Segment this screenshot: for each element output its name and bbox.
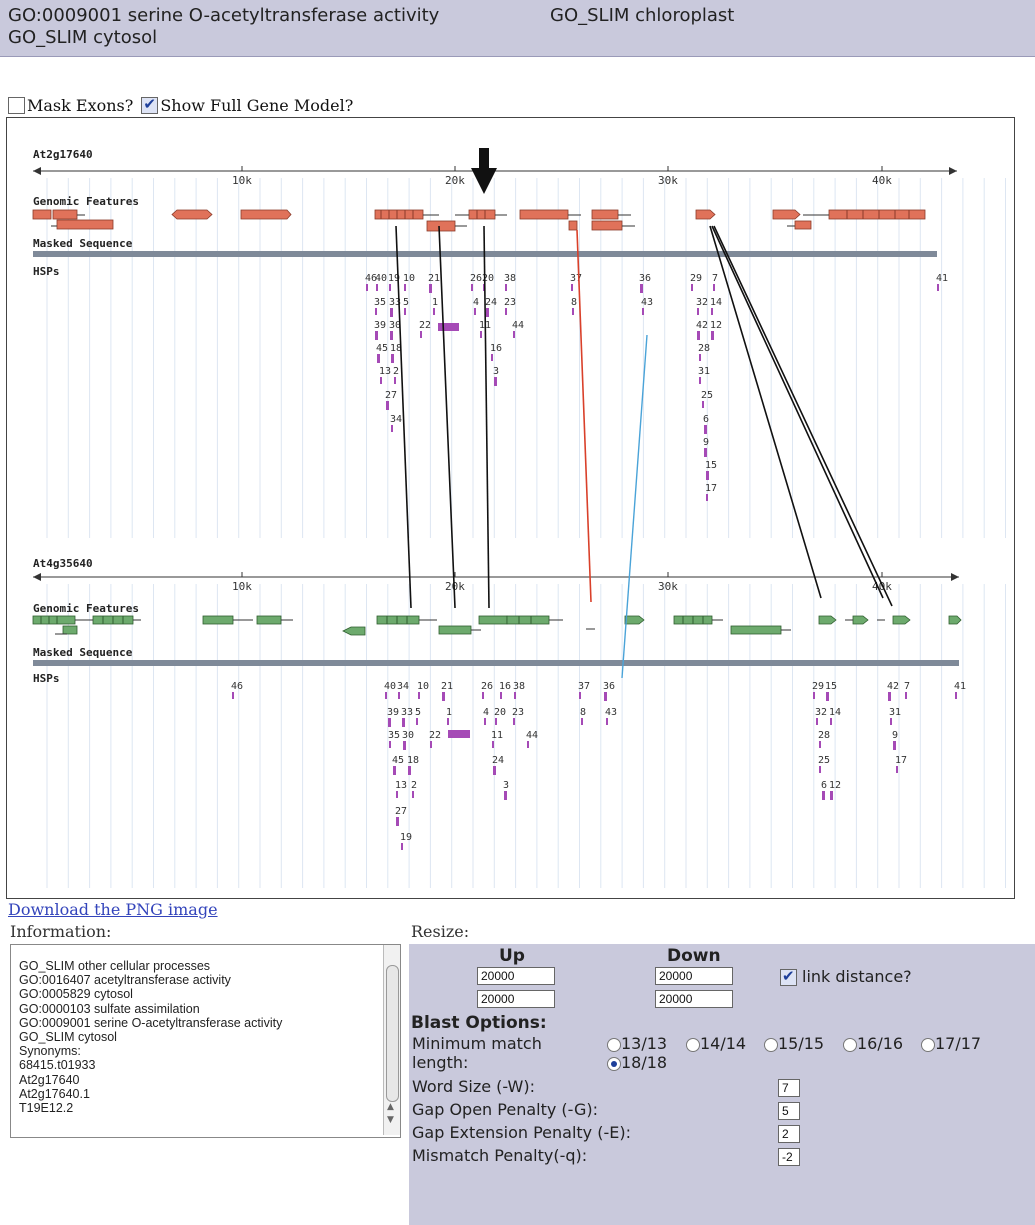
hsp-mark <box>430 741 432 748</box>
hsp-label: 21 <box>428 273 441 284</box>
top-scale-ticks <box>242 166 882 171</box>
mask-exons-checkbox[interactable] <box>8 97 25 114</box>
gap-extension-penalty-input[interactable]: 2 <box>778 1125 800 1143</box>
hsp-label: 35 <box>374 297 387 308</box>
hsp-label: 36 <box>603 681 616 692</box>
hsp-mark <box>571 284 573 291</box>
hsp-mark <box>937 284 939 291</box>
hsp-mark <box>505 308 507 315</box>
hsp-label: 33 <box>401 707 414 718</box>
hsp-label: 5 <box>403 297 410 308</box>
hsp-mark <box>504 791 507 800</box>
gap-extension-penalty-label: Gap Extension Penalty (-E): <box>412 1123 631 1142</box>
information-text <box>19 959 282 1115</box>
mask-exons-label: Mask Exons? <box>27 96 134 115</box>
hsp-label: 13 <box>395 780 408 791</box>
information-line: At2g17640 <box>19 1072 80 1087</box>
hsp-mark <box>819 766 821 773</box>
hsp-mark <box>385 692 387 699</box>
hsp-mark <box>704 448 707 457</box>
hsp-label: 43 <box>641 297 654 308</box>
hsp-label: 6 <box>703 414 710 425</box>
hsp-mark <box>401 843 403 850</box>
link-distance-label: link distance? <box>802 967 912 986</box>
hsp-label: 1 <box>446 707 453 718</box>
hsp-mark <box>704 425 707 434</box>
scroll-up-arrow-icon[interactable]: ▲ <box>387 1102 394 1112</box>
hsp-label: 20 <box>482 273 495 284</box>
hsp-label: 15 <box>705 460 718 471</box>
hsp-label: 1 <box>432 297 439 308</box>
hsp-mark <box>830 791 833 800</box>
hsp-label: 42 <box>887 681 900 692</box>
hsp-mark <box>429 284 432 293</box>
hsp-mark <box>711 331 714 340</box>
bottom-genome-name: At4g35640 <box>33 557 93 570</box>
hsp-label: 39 <box>374 320 387 331</box>
up-heading: Up <box>499 946 525 966</box>
hsp-mark <box>390 331 393 340</box>
hsp-label: 18 <box>407 755 420 766</box>
display-options <box>8 96 353 115</box>
go-annotation-header <box>0 0 1035 57</box>
information-line: 68415.t01933 <box>19 1058 96 1073</box>
hsp-mark <box>572 308 574 315</box>
word-size-label: Word Size (-W): <box>412 1077 535 1096</box>
min-match-radio-16[interactable] <box>843 1038 857 1052</box>
bottom-scale-ticks <box>242 572 882 577</box>
hsp-mark <box>642 308 644 315</box>
go-term-text: GO:0009001 serine O-acetyltransferase activity <box>8 5 440 26</box>
hsp-mark <box>482 692 484 699</box>
hsp-label: 30 <box>402 730 415 741</box>
hsp-mark <box>896 766 898 773</box>
bottom-gene-features[interactable] <box>33 616 961 635</box>
hsp-label: 2 <box>393 366 400 377</box>
hsp-mark <box>826 692 829 701</box>
hsp-label: 29 <box>690 273 703 284</box>
information-line: GO:0005829 cytosol <box>19 987 133 1002</box>
hsp-mark <box>442 692 445 701</box>
hsp-mark <box>505 284 507 291</box>
synteny-viewer-canvas <box>7 118 1014 898</box>
hsp-mark <box>702 401 704 408</box>
mismatch-penalty-label: Mismatch Penalty(-q): <box>412 1146 588 1165</box>
hsp-mark <box>697 308 699 315</box>
hsp-label: 8 <box>571 297 578 308</box>
hsp-mark <box>396 791 398 798</box>
hsp-label: 17 <box>895 755 908 766</box>
hsp-label: 31 <box>698 366 711 377</box>
hsp-label: 45 <box>392 755 405 766</box>
hsp-label: 22 <box>429 730 442 741</box>
hsp-mark <box>527 741 529 748</box>
hsp-label: 28 <box>698 343 711 354</box>
top-hsp-markers <box>365 273 948 501</box>
hsp-label: 34 <box>397 681 410 692</box>
show-full-gene-model-label: Show Full Gene Model? <box>160 96 354 115</box>
hsp-label: 32 <box>696 297 709 308</box>
top-gene-features[interactable] <box>33 210 925 231</box>
information-line: GO_SLIM other cellular processes <box>19 959 211 973</box>
hsp-label: 9 <box>892 730 899 741</box>
gap-open-penalty-label: Gap Open Penalty (-G): <box>412 1100 599 1119</box>
hsp-mark <box>604 692 607 701</box>
show-full-gene-model-checkbox[interactable] <box>141 97 158 114</box>
bottom-tick-40k: 40k <box>872 580 892 593</box>
resize-up-input-2[interactable]: 20000 <box>477 990 555 1008</box>
hsp-label: 29 <box>812 681 825 692</box>
min-match-radio-14[interactable] <box>686 1038 700 1052</box>
bottom-tick-30k: 30k <box>658 580 678 593</box>
top-tick-20k: 20k <box>445 174 465 187</box>
hsp-label: 10 <box>403 273 416 284</box>
hsp-mark <box>420 331 422 338</box>
top-tick-30k: 30k <box>658 174 678 187</box>
scroll-down-arrow-icon[interactable]: ▼ <box>387 1115 394 1125</box>
min-match-option-16: 16/16 <box>857 1034 904 1053</box>
hsp-mark <box>513 718 515 725</box>
hsp-mark <box>394 377 396 384</box>
information-line: At2g17640.1 <box>19 1086 90 1101</box>
background-gridlines <box>47 178 1006 888</box>
top-masked-label: Masked Sequence <box>33 237 133 250</box>
hsp-label: 6 <box>821 780 828 791</box>
hsp-label: 18 <box>390 343 403 354</box>
resize-down-input-2[interactable]: 20000 <box>655 990 733 1008</box>
hsp-mark <box>389 741 391 748</box>
hsp-mark <box>416 718 418 725</box>
link-distance-checkbox[interactable] <box>780 969 797 986</box>
hsp-mark <box>366 284 368 291</box>
hsp-label: 34 <box>390 414 403 425</box>
hsp-mark <box>402 718 405 727</box>
hsp-mark <box>955 692 957 699</box>
synteny-connector-lines <box>396 226 892 678</box>
hsp-label: 13 <box>379 366 392 377</box>
hsp-mark <box>640 284 643 293</box>
hsp-mark <box>500 692 502 699</box>
hsp-mark <box>514 692 516 699</box>
hsp-mark <box>396 817 399 826</box>
bottom-hsp-markers <box>231 681 966 850</box>
resize-down-input-1[interactable]: 20000 <box>655 967 733 985</box>
hsp-label: 4 <box>483 707 490 718</box>
mismatch-penalty-input[interactable]: -2 <box>778 1148 800 1166</box>
hsp-mark <box>905 692 907 699</box>
hsp-mark <box>390 308 393 317</box>
hsp-label: 37 <box>570 273 583 284</box>
information-line: Synonyms: <box>19 1044 81 1059</box>
hsp-label: 46 <box>365 273 378 284</box>
hsp-label: 39 <box>387 707 400 718</box>
hsp-mark <box>404 308 406 315</box>
pointer-arrow-icon <box>471 148 497 194</box>
min-match-option-18: 18/18 <box>621 1053 668 1072</box>
top-features-label: Genomic Features <box>33 195 139 208</box>
hsp-label: 46 <box>231 681 244 692</box>
hsp-label: 11 <box>479 320 492 331</box>
hsp-mark <box>418 692 420 699</box>
hsp-mark <box>391 425 393 432</box>
hsp-mark <box>376 284 378 291</box>
hsp-label: 23 <box>504 297 517 308</box>
hsp-mark <box>711 308 713 315</box>
hsp-mark <box>606 718 608 725</box>
information-line: GO:0016407 acetyltransferase activity <box>19 973 231 988</box>
resize-blast-options-form <box>409 944 1035 1225</box>
hsp-label: 21 <box>441 681 454 692</box>
bottom-tick-20k: 20k <box>445 580 465 593</box>
hsp-label: 38 <box>504 273 517 284</box>
hsp-mark <box>403 741 406 750</box>
hsp-mark <box>433 308 435 315</box>
hsp-mark <box>408 766 411 775</box>
hsp-label: 26 <box>470 273 483 284</box>
min-match-option-14: 14/14 <box>700 1034 747 1053</box>
hsp-label: 44 <box>526 730 539 741</box>
hsp-label: 14 <box>710 297 723 308</box>
hsp-label: 24 <box>492 755 505 766</box>
hsp-mark <box>579 692 581 699</box>
hsp-mark <box>391 354 394 363</box>
bottom-hsps-label: HSPs <box>33 672 60 685</box>
hsp-mark <box>388 718 391 727</box>
hsp-label: 33 <box>389 297 402 308</box>
information-line: GO:0000103 sulfate assimilation <box>19 1001 200 1016</box>
down-heading: Down <box>667 946 721 966</box>
top-tick-10k: 10k <box>232 174 252 187</box>
hsp-mark <box>706 471 709 480</box>
information-line: GO_SLIM cytosol <box>19 1030 117 1045</box>
hsp-label: 16 <box>499 681 512 692</box>
synteny-viewer[interactable] <box>6 117 1015 899</box>
hsp-mark <box>492 741 494 748</box>
hsp-mark <box>380 377 382 384</box>
hsp-mark <box>471 284 473 291</box>
hsp-mark <box>699 354 701 361</box>
top-scale-left-arrow <box>33 167 41 175</box>
hsp-mark <box>691 284 693 291</box>
hsp-label: 31 <box>889 707 902 718</box>
go-slim-cytosol-text: GO_SLIM cytosol <box>8 27 158 48</box>
information-scrollbar[interactable] <box>383 945 400 1135</box>
hsp-label: 42 <box>696 320 709 331</box>
hsp-mark <box>893 741 896 750</box>
hsp-label: 36 <box>639 273 652 284</box>
bottom-masked-sequence-bar <box>33 660 959 666</box>
hsp-mark <box>375 308 377 315</box>
hsp-label: 26 <box>481 681 494 692</box>
hsp-mark <box>474 308 476 315</box>
top-tick-40k: 40k <box>872 174 892 187</box>
hsp-label: 2 <box>411 780 418 791</box>
hsp-label: 4 <box>473 297 480 308</box>
hsp-mark <box>447 718 449 725</box>
hsp-mark <box>822 791 825 800</box>
hsp-mark <box>890 718 892 725</box>
min-match-length-label-line1: Minimum match <box>412 1034 542 1053</box>
hsp-label: 41 <box>936 273 949 284</box>
hsp-mark <box>375 331 378 340</box>
hsp-label: 27 <box>385 390 398 401</box>
go-slim-chloroplast-text: GO_SLIM chloroplast <box>550 5 735 26</box>
hsp-mark <box>486 308 489 317</box>
hsp-label: 37 <box>578 681 591 692</box>
hsp-label: 32 <box>815 707 828 718</box>
hsp-label: 19 <box>388 273 401 284</box>
hsp-label: 25 <box>818 755 831 766</box>
hsp-mark <box>813 692 815 699</box>
hsp-mark <box>581 718 583 725</box>
hsp-mark <box>706 494 708 501</box>
hsp-label: 41 <box>954 681 967 692</box>
resize-label: Resize: <box>411 922 470 941</box>
hsp-label: 3 <box>493 366 500 377</box>
hsp-mark <box>404 284 406 291</box>
hsp-mark <box>816 718 818 725</box>
hsp-mark <box>386 401 389 410</box>
hsp-mark <box>398 692 400 699</box>
top-hsps-label: HSPs <box>33 265 60 278</box>
hsp-label: 11 <box>491 730 504 741</box>
min-match-radio-18[interactable] <box>607 1057 621 1071</box>
hsp-mark <box>480 331 482 338</box>
hsp-label: 7 <box>712 273 719 284</box>
top-genome-name: At2g17640 <box>33 148 93 161</box>
top-hsp-block-1 <box>438 323 459 331</box>
bottom-masked-label: Masked Sequence <box>33 646 133 659</box>
hsp-mark <box>377 354 380 363</box>
hsp-mark <box>232 692 234 699</box>
information-line: GO:0009001 serine O-acetyltransferase activity <box>19 1015 283 1030</box>
hsp-label: 7 <box>904 681 911 692</box>
word-size-input[interactable]: 7 <box>778 1079 800 1097</box>
hsp-label: 19 <box>400 832 413 843</box>
hsp-label: 24 <box>485 297 498 308</box>
blast-options-heading: Blast Options: <box>411 1013 547 1033</box>
min-match-radio-13[interactable] <box>607 1038 621 1052</box>
hsp-label: 5 <box>415 707 422 718</box>
min-match-option-13: 13/13 <box>621 1034 668 1053</box>
min-match-option-17: 17/17 <box>935 1034 982 1053</box>
hsp-label: 27 <box>395 806 408 817</box>
hsp-mark <box>495 718 497 725</box>
hsp-label: 35 <box>388 730 401 741</box>
hsp-label: 40 <box>384 681 397 692</box>
min-match-length-label-line2: length: <box>412 1053 469 1072</box>
hsp-label: 17 <box>705 483 718 494</box>
bottom-scale-left-arrow <box>33 573 41 581</box>
hsp-mark <box>493 766 496 775</box>
hsp-label: 12 <box>829 780 842 791</box>
min-match-option-15: 15/15 <box>778 1034 825 1053</box>
hsp-label: 23 <box>512 707 525 718</box>
hsp-label: 30 <box>389 320 402 331</box>
bottom-tick-10k: 10k <box>232 580 252 593</box>
bottom-hsp-block-1 <box>448 730 470 738</box>
hsp-label: 43 <box>605 707 618 718</box>
hsp-mark <box>389 284 391 291</box>
hsp-mark <box>830 718 832 725</box>
hsp-label: 25 <box>701 390 714 401</box>
information-textarea[interactable] <box>10 944 401 1138</box>
hsp-label: 28 <box>818 730 831 741</box>
information-scroll-thumb[interactable] <box>386 965 399 1102</box>
gap-open-penalty-input[interactable]: 5 <box>778 1102 800 1120</box>
min-match-radio-15[interactable] <box>764 1038 778 1052</box>
hsp-mark <box>494 377 497 386</box>
hsp-mark <box>412 791 414 798</box>
hsp-mark <box>699 377 701 384</box>
hsp-label: 22 <box>419 320 432 331</box>
information-line: T19E12.2 <box>19 1101 74 1116</box>
bottom-scale-right-arrow <box>951 573 959 581</box>
hsp-label: 12 <box>710 320 723 331</box>
hsp-mark <box>393 766 396 775</box>
hsp-label: 45 <box>376 343 389 354</box>
hsp-mark <box>491 354 493 361</box>
hsp-label: 8 <box>580 707 587 718</box>
hsp-label: 44 <box>512 320 525 331</box>
hsp-label: 14 <box>829 707 842 718</box>
hsp-label: 40 <box>375 273 388 284</box>
download-png-link[interactable]: Download the PNG image <box>8 900 218 919</box>
hsp-label: 20 <box>494 707 507 718</box>
hsp-mark <box>697 331 700 340</box>
hsp-mark <box>713 284 715 291</box>
min-match-radio-17[interactable] <box>921 1038 935 1052</box>
hsp-label: 38 <box>513 681 526 692</box>
information-label: Information: <box>10 922 112 941</box>
resize-up-input-1[interactable]: 20000 <box>477 967 555 985</box>
hsp-label: 9 <box>703 437 710 448</box>
hsp-mark <box>888 692 891 701</box>
hsp-label: 10 <box>417 681 430 692</box>
hsp-mark <box>819 741 821 748</box>
hsp-label: 3 <box>503 780 510 791</box>
top-scale-right-arrow <box>949 167 957 175</box>
hsp-mark <box>484 718 486 725</box>
bottom-features-label: Genomic Features <box>33 602 139 615</box>
hsp-label: 16 <box>490 343 503 354</box>
hsp-mark <box>513 331 515 338</box>
hsp-label: 15 <box>825 681 838 692</box>
